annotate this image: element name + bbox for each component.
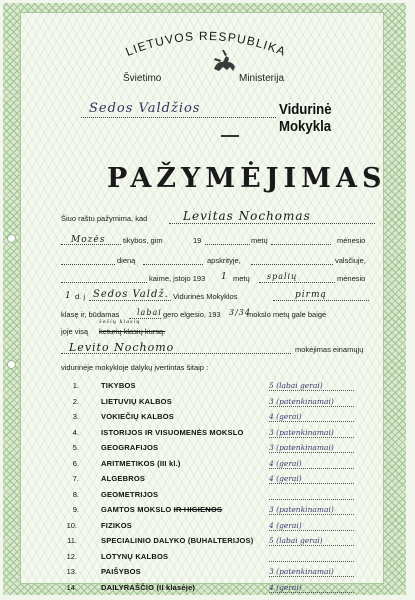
certificate-body [20,12,387,592]
subject-row [21,428,383,440]
subject-name: GEOGRAFIJOS [101,443,159,452]
subject-number: 1. [72,381,79,390]
subject-row [21,583,383,595]
fill-line [259,282,335,283]
enroll-school: Sedos Valdž. [93,289,169,300]
grade-line [269,576,354,577]
grade-line [269,468,354,469]
student-name-genitive: Levito Nochomo [69,341,175,354]
subject-number: 9. [72,505,79,514]
body-text: vidurinėje mokykloje dalykų įvertintas šitaip : [61,363,209,372]
subject-number: 2. [72,396,79,406]
subject-name: DAILYRAŠČIO (II klasėje) [101,582,196,592]
conduct-value: labai [137,308,162,317]
grade-line [269,406,354,407]
body-text: klasę ir, būdamas [61,310,120,319]
subject-name: ISTORIJOS IR VISUOMENĖS MOKSLO [101,427,244,437]
body-text: d. į [75,292,86,301]
subject-name: SPECIALINIO DALYKO (BUHALTERIJOS) [101,536,254,545]
course-correction: šešių klasių [99,319,141,325]
subject-row [21,443,383,455]
fill-line [169,223,375,224]
fill-line [205,244,250,245]
body-text: gero elgesio, 193 [163,310,221,319]
subject-grade: 4 (gerai) [269,412,302,421]
grade-line [269,437,354,438]
fill-line [61,282,147,283]
body-text: metų [251,236,268,245]
school-type: Vidurinė Mokykla [279,101,332,135]
course-text: keturių klasių kursą. [99,327,166,336]
school-name-line [81,117,276,118]
subject-number: 10. [66,520,77,530]
fill-line [271,244,331,245]
subject-number: 11. [67,536,77,545]
body-text: mokslo metų gale baigė [247,310,327,319]
subject-grade: 3 (patenkinamai) [269,443,334,452]
document-title: PAŽYMĖJIMAS [107,163,387,194]
body-text: 19 [193,236,202,245]
fill-line [61,264,115,265]
divider [221,135,239,137]
subject-row [21,536,383,548]
body-text: metų [233,274,250,283]
subject-name: LOTYNŲ KALBOS [101,551,169,561]
punch-hole [7,360,16,369]
grade-line [269,421,354,422]
subject-number: 3. [72,412,79,421]
body-text: mėnesio [337,236,366,245]
subject-row [21,412,383,424]
subject-name: LIETUVIŲ KALBOS [101,396,172,406]
school-name-handwritten: Sedos Valdžios [89,101,201,116]
religion-value: Mozės [71,235,106,245]
subject-grade: 4 (gerai) [269,582,302,592]
fill-line [61,244,121,245]
subject-number: 8. [72,489,79,499]
subject-row [21,567,383,579]
grade-line [269,499,354,500]
enroll-year: 1 [221,272,228,282]
subject-row [21,397,383,409]
subject-grade: 4 (gerai) [269,520,302,530]
subject-name: VOKIEČIŲ KALBOS [101,412,175,421]
grade-line [269,561,354,562]
punch-hole [7,234,16,243]
grade-line [269,514,354,515]
subject-row [21,552,383,564]
body-text: mokėjimas einamųjų [295,345,364,354]
school-year: 3/34 [229,308,251,317]
subject-grade: 3 (patenkinamai) [269,427,334,437]
subject-number: 14. [66,582,77,592]
subject-row [21,490,383,502]
subject-number: 12. [66,551,77,561]
enroll-day: 1 [65,291,72,301]
subject-number: 5. [72,443,79,452]
svg-text:LIETUVOS RESPUBLIKA [124,29,289,59]
republic-text: LIETUVOS RESPUBLIKA [123,28,289,59]
subject-grade: 3 (patenkinamai) [269,505,334,514]
fill-line [273,300,369,301]
republic-header [91,23,321,73]
fill-line [61,353,291,354]
body-text: valsčiuje, [335,256,366,265]
subject-name: ARITMETIKOS (III kl.) [101,458,181,468]
body-text: joje visą [61,327,89,336]
subject-grade: 3 (patenkinamai) [269,396,334,406]
subject-name: TIKYBOS [101,381,136,390]
subject-name: ALGEBROS [101,474,146,483]
grade-line [269,483,354,484]
grade-line [269,390,354,391]
body-text: apskrityje, [207,256,241,265]
subject-row [21,459,383,471]
ministry-label-left: Švietimo [123,73,162,84]
grade-line [269,530,354,531]
subject-name: GAMTOS MOKSLO IR HIGIENOS [101,505,223,514]
subject-grade: 5 (labai gerai) [269,536,323,545]
grade-line [269,592,354,593]
grade-line [269,452,354,453]
student-name: Levitas Nochomas [183,209,311,223]
body-text: dieną [117,256,136,265]
grade-line [269,545,354,546]
body-text: Šiuo raštu pažymima, kad [61,214,148,223]
subject-row [21,505,383,517]
body-text: mėnesio [337,274,366,283]
subject-grade: 4 (gerai) [269,474,302,483]
subject-number: 6. [72,458,79,468]
body-text: tikybos, gim [123,236,163,245]
body-text: kaime, įstojo 193 [149,274,206,283]
fill-line [251,264,333,265]
subject-name: PAIŠYBOS [101,567,141,576]
subject-name: GEOMETRIJOS [101,489,159,499]
subject-row [21,474,383,486]
enroll-month: spalių [267,272,298,281]
subject-number: 13. [66,567,77,576]
body-text: Vidurinės Mokyklos [173,292,238,301]
enroll-class: pirmą [295,290,327,300]
subject-grade: 3 (patenkinamai) [269,567,334,576]
subject-grade: 4 (gerai) [269,458,302,468]
fill-line [89,300,171,301]
ministry-label-right: Ministerija [239,73,285,84]
subject-row [21,521,383,533]
subject-grade: 5 (labai gerai) [269,381,323,390]
subject-row [21,381,383,393]
vytis-emblem-icon [211,49,239,75]
subject-number: 4. [72,427,79,437]
subject-name: FIZIKOS [101,520,132,530]
fill-line [143,264,203,265]
subject-number: 7. [72,474,79,483]
